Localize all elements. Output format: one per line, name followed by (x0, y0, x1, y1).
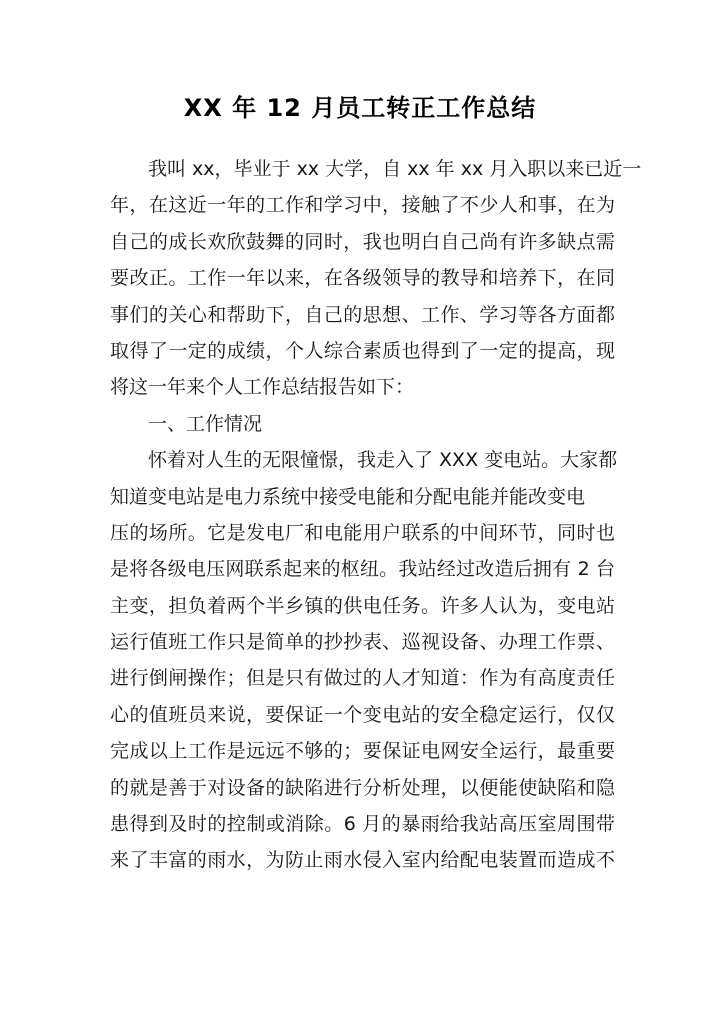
text-line: 完成以上工作是远远不够的；要保证电网安全运行，最重要 (110, 740, 615, 763)
text-line: 知道变电站是电力系统中接受电能和分配电能并能改变电 (110, 485, 586, 508)
text-line: 来了丰富的雨水，为防止雨水侵入室内给配电装置而造成不 (110, 849, 615, 872)
text-line: 压的场所。它是发电厂和电能用户联系的中间环节，同时也 (110, 521, 615, 544)
text-line: 将这一年来个人工作总结报告如下： (110, 376, 415, 399)
section-heading: 一、工作情况 (148, 412, 263, 435)
text-line: 是将各级电压网联系起来的枢纽。我站经过改造后拥有 2 台 (110, 558, 615, 581)
text-line: 年，在这近一年的工作和学习中，接触了不少人和事，在为 (110, 194, 615, 217)
text-line: 运行值班工作只是简单的抄抄表、巡视设备、办理工作票、 (110, 631, 615, 654)
text-line: 的就是善于对设备的缺陷进行分析处理，以便能使缺陷和隐 (110, 776, 615, 799)
text-line: 进行倒闸操作；但是只有做过的人才知道：作为有高度责任 (110, 667, 615, 690)
text-line: 自己的成长欢欣鼓舞的同时，我也明白自己尚有许多缺点需 (110, 230, 615, 253)
text-line: 心的值班员来说，要保证一个变电站的安全稳定运行，仅仅 (110, 703, 615, 726)
text-line: 主变，担负着两个半乡镇的供电任务。许多人认为，变电站 (110, 594, 615, 617)
text-line: 怀着对人生的无限憧憬，我走入了 XXX 变电站。大家都 (148, 449, 618, 472)
text-line: 事们的关心和帮助下，自己的思想、工作、学习等各方面都 (110, 303, 615, 326)
text-line: 取得了一定的成绩，个人综合素质也得到了一定的提高，现 (110, 339, 615, 362)
text-line: 要改正。工作一年以来，在各级领导的教导和培养下，在同 (110, 267, 615, 290)
document-body (110, 151, 642, 879)
text-line: 患得到及时的控制或消除。6 月的暴雨给我站高压室周围带 (110, 813, 615, 836)
text-line: 我叫 xx，毕业于 xx 大学，自 xx 年 xx 月入职以来已近一 (148, 158, 642, 180)
document-title: XX 年 12 月员工转正工作总结 (183, 94, 537, 122)
